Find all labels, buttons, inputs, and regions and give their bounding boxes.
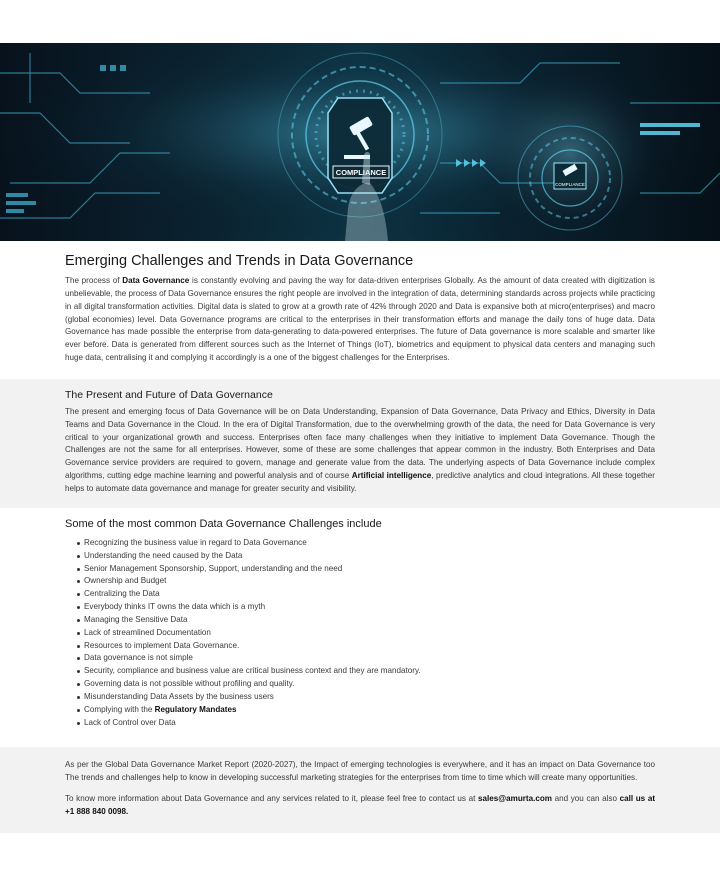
artificial-intelligence-link[interactable]: Artificial intelligence (351, 471, 432, 481)
list-item: Security, compliance and business value are critical business context and they are mandatory. (77, 665, 655, 678)
list-item: Centralizing the Data (77, 588, 655, 601)
contact-paragraph: To know more information about Data Governance and any services related to it, please feel free to contact us at sales@amurta.com and you can also call us at +1 888 840 0098. (65, 794, 656, 816)
list-item: Misunderstanding Data Assets by the business users (77, 691, 655, 704)
compliance-badge (328, 98, 392, 193)
list-item: Managing the Sensitive Data (77, 614, 655, 627)
market-report-paragraph: As per the Global Data Governance Market Report (2020-2027), the Impact of emerging technologies is everywhere, and it has an impact on Data Governance too The trends and challenges help to know in developing successful marketing strategies for the enterprises from time to time which will create many opportunities. (65, 760, 655, 783)
section-emerging-challenges (0, 241, 720, 379)
regulatory-mandates-link[interactable]: Regulatory Mandates (154, 704, 237, 714)
list-item: Complying with the Regulatory Mandates (77, 704, 655, 717)
phone-link[interactable]: call us at +1 888 840 0098. (65, 794, 656, 816)
list-item: Resources to implement Data Governance. (77, 640, 655, 653)
section-market-report (0, 747, 720, 832)
list-item: Lack of Control over Data (77, 717, 655, 730)
section-present-future (0, 379, 720, 508)
svg-text:COMPLIANCE: COMPLIANCE (555, 182, 585, 187)
section-common-challenges (0, 508, 720, 748)
small-compliance-badge (554, 163, 586, 189)
list-item: Governing data is not possible without profiling and quality. (77, 678, 655, 691)
list-item: Data governance is not simple (77, 652, 655, 665)
present-future-paragraph: The present and emerging focus of Data Governance will be on Data Understanding, Expansion of Data Governance, Data Privacy and Ethics, Diversity in Data Teams and Data Governance in the Cloud. In the era of Digital Transformation, due to the overwhelming growth of the data, the need for Data Governance is very critical to your organizational growth and success. Enterprises often face many challenges when they initiative to implement Data Governance. Though the Challenges are not the same for all enterprises. However, some of these are some challenges that appear common in the industry. Both Enterprises and Data Governance service providers are required to govern, manage and generate value from the data. The underlying aspects of Data Governance include complex algorithms, cutting edge machine learning and powerful analysis and of course Artificial intelligence, predictive analytics and cloud integrations. All these together helps to automate data governance and manage for greater security and visibility. (65, 406, 655, 493)
section-heading: Some of the most common Data Governance Challenges include (65, 517, 382, 530)
list-item: Ownership and Budget (77, 575, 655, 588)
bottom-spacer (0, 833, 720, 861)
list-item: Everybody thinks IT owns the data which is a myth (77, 601, 655, 614)
section-heading: The Present and Future of Data Governance (65, 388, 273, 401)
svg-text:COMPLIANCE: COMPLIANCE (335, 168, 387, 177)
top-spacer (0, 0, 720, 43)
hero-banner (0, 43, 720, 241)
email-link[interactable]: sales@amurta.com (477, 794, 552, 804)
compliance-illustration (0, 43, 720, 241)
data-governance-link[interactable]: Data Governance (122, 276, 190, 285)
challenges-list (65, 537, 655, 730)
list-item: Senior Management Sponsorship, Support, understanding and the need (77, 563, 655, 576)
list-item: Understanding the need caused by the Data (77, 550, 655, 563)
list-item: Recognizing the business value in regard to Data Governance (77, 537, 655, 550)
intro-paragraph: The process of Data Governance is constantly evolving and paving the way for data-driven enterprises Globally. As the amount of data created with digitization is unbelievable, the process of Data Governance ensures the right people are involved in the integration of data, determining standards across projects while practicing in all digital transformation activities. Digital data is slated to grow at a growth rate of 42% through 2020 and Data is expansive both at micro(enterprises) and macro (global economies) level. Data Governance programs are critical to the enterprises in their transformation efforts and manage the daily tons of huge data. Data Governance has made possible the enterprise from data-generating to data-powered enterprises. The future of Data governance is more scalable and smarter like ever before. Data is generated from different sources such as the Internet of Things (IoT), biometrics and equipment to physical data centers and managing such huge data, centralising it and complying it accordingly is a one of the biggest challenges for the Enterprises. (65, 276, 655, 363)
list-item: Lack of streamlined Documentation (77, 627, 655, 640)
page-title: Emerging Challenges and Trends in Data Governance (65, 253, 414, 269)
